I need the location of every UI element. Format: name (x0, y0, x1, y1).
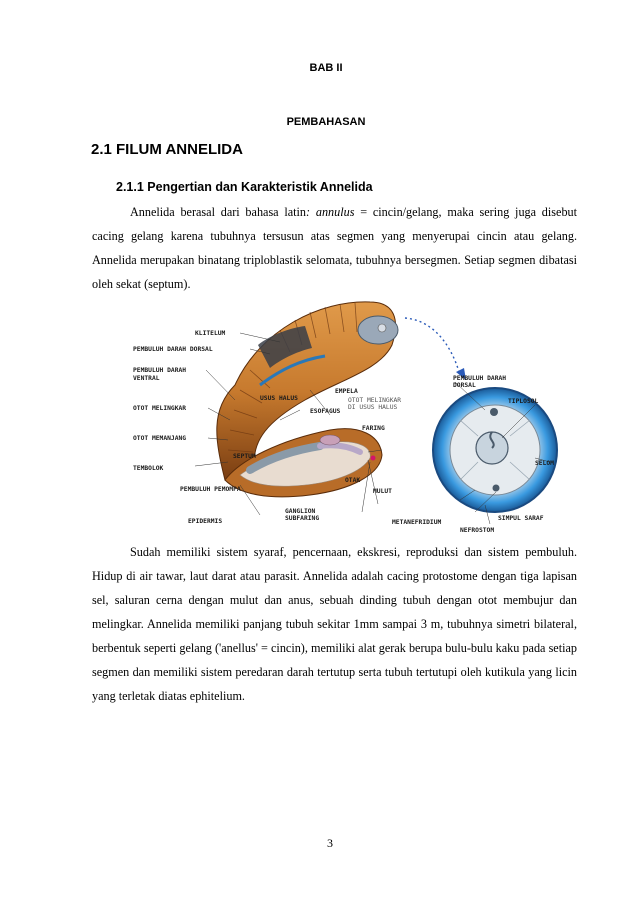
paragraph-definition-start: Annelida berasal dari bahasa latin (130, 205, 307, 219)
label-usus-halus: USUS HALUS (260, 395, 298, 402)
label-temblok: TEMBOLOK (133, 465, 164, 472)
label-pembuluh-darah-dorsal-right-1: PEMBULUH DARAH (453, 375, 507, 382)
page-number: 3 (327, 836, 333, 850)
label-otak: OTAK (345, 477, 361, 484)
worm-head-end (358, 316, 398, 344)
label-septum: SEPTUM (233, 453, 256, 460)
paragraph-definition-italic: : annulus (306, 205, 355, 219)
nerve-dot (493, 485, 500, 492)
paragraph-definition (92, 200, 577, 296)
label-ganglion-1: GANGLION (285, 508, 316, 515)
annelida-anatomy-figure (130, 290, 570, 535)
label-pembuluh-darah-ventral-2: VENTRAL (133, 375, 160, 382)
label-epidermis: EPIDERMIS (188, 518, 223, 525)
label-simpul-saraf: SIMPUL SARAF (498, 515, 544, 522)
chapter-number: BAB II (309, 62, 343, 74)
label-selom: SELOM (535, 460, 554, 467)
section-heading: 2.1 FILUM ANNELIDA (91, 141, 243, 158)
paragraph-characteristics (92, 540, 577, 708)
label-faring: FARING (362, 425, 385, 432)
label-pembuluh-darah-ventral-1: PEMBULUH DARAH (133, 367, 187, 374)
dotted-arrow (405, 318, 460, 375)
paragraph-definition-rest: = cincin/gelang, maka sering juga disebut cacing gelang karena tubuhnya tersusun atas segmen yang menyerupai cincin atau gelang. Annelida merupakan binatang triploblastik selomata, tubuhnya bersegmen. Setiap segmen dibatasi oleh sekat (septum). (92, 205, 578, 291)
subsection-heading: 2.1.1 Pengertian dan Karakteristik Annelida (116, 180, 373, 194)
label-pembuluh-pemompa: PEMBULUH PEMOMPA (180, 486, 241, 493)
chapter-title: PEMBAHASAN (286, 116, 366, 128)
label-ganglion-2: SUBFARING (285, 515, 320, 522)
label-esofagus: ESOFAGUS (310, 408, 341, 415)
label-pembuluh-darah-dorsal-right-2: DORSAL (453, 382, 476, 389)
dorsal-vessel-dot (490, 408, 498, 416)
label-tiplosol: TIPLOSOL (508, 398, 539, 405)
mouth-marker (371, 456, 376, 461)
label-metanefridium: METANEFRIDIUM (392, 519, 442, 526)
paragraph-characteristics-text: Sudah memiliki sistem syaraf, pencernaan, ekskresi, reproduksi dan sistem pembuluh. Hidup di air tawar, laut darat atau parasit. Annelida adalah cacing protostome dengan tiga lapisan sel, saluran cerna dengan mulut dan anus, sebuah dinding tubuh dengan otot membujur dan melingkar. Annelida memiliki panjang tubuh sekitar 1mm sampai 3 m, tubuhnya simetri bilateral, berbentuk seperti gelang ('anellus' = cincin), memiliki alat gerak berupa bulu-bulu kaku pada setiap segmen dan memiliki sistem peredaran darah tertutup serta tubuh tertutupi oleh kutikula yang licin yang terletak diatas ephitelium. (92, 545, 577, 703)
label-klitelum: KLITELUM (195, 330, 226, 337)
label-otot-melingkar-usus-2: DI USUS HALUS (348, 404, 398, 411)
label-otot-memanjang: OTOT MEMANJANG (133, 435, 187, 442)
label-mulut: MULUT (373, 488, 392, 495)
gizzard (320, 435, 340, 445)
label-pembuluh-darah-dorsal: PEMBULUH DARAH DORSAL (133, 346, 213, 353)
label-empela: EMPELA (335, 388, 358, 395)
label-otot-melingkar-usus-1: OTOT MELINGKAR (348, 397, 402, 404)
label-nefrostom: NEFROSTOM (460, 527, 495, 534)
label-otot-melingkar: OTOT MELINGKAR (133, 405, 187, 412)
head-pore-icon (378, 324, 386, 332)
